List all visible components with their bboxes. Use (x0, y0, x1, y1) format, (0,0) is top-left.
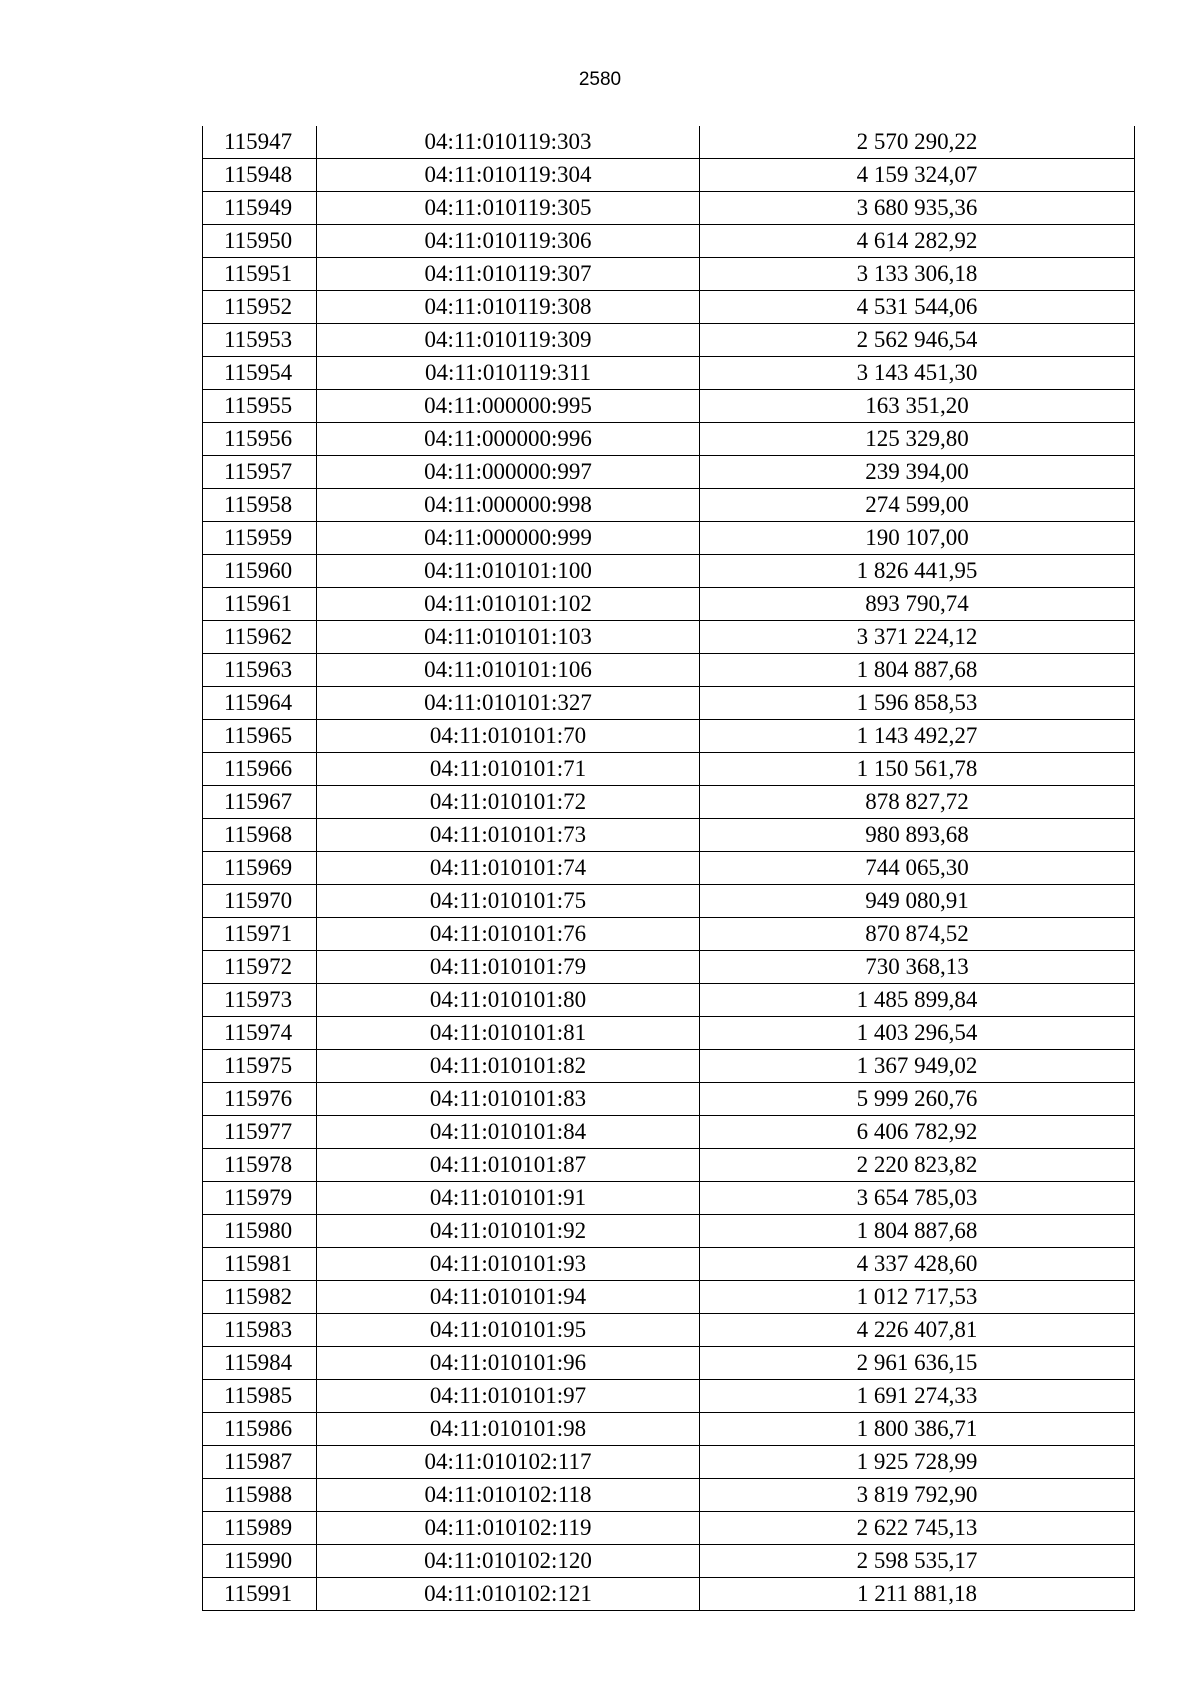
cadastral-number-cell: 04:11:010119:306 (317, 225, 700, 258)
cadastral-number-cell: 04:11:010101:97 (317, 1380, 700, 1413)
cadastral-number-cell: 04:11:000000:998 (317, 489, 700, 522)
cadastral-number-cell: 04:11:010101:87 (317, 1149, 700, 1182)
table-row (203, 720, 1135, 753)
row-number-cell: 115970 (203, 885, 317, 918)
cadastral-number-cell: 04:11:010119:304 (317, 159, 700, 192)
cadastral-value-cell: 744 065,30 (700, 852, 1135, 885)
table-row (203, 1380, 1135, 1413)
row-number-cell: 115948 (203, 159, 317, 192)
table-row (203, 918, 1135, 951)
row-number-cell: 115980 (203, 1215, 317, 1248)
cadastral-number-cell: 04:11:010101:82 (317, 1050, 700, 1083)
table-row (203, 819, 1135, 852)
cadastral-value-cell: 1 367 949,02 (700, 1050, 1135, 1083)
table-row (203, 588, 1135, 621)
cadastral-value-cell: 2 570 290,22 (700, 126, 1135, 159)
cadastral-value-cell: 3 654 785,03 (700, 1182, 1135, 1215)
cadastral-number-cell: 04:11:010119:311 (317, 357, 700, 390)
row-number-cell: 115983 (203, 1314, 317, 1347)
cadastral-value-cell: 1 804 887,68 (700, 1215, 1135, 1248)
row-number-cell: 115975 (203, 1050, 317, 1083)
table-row (203, 1116, 1135, 1149)
cadastral-value-cell: 980 893,68 (700, 819, 1135, 852)
row-number-cell: 115991 (203, 1578, 317, 1611)
row-number-cell: 115962 (203, 621, 317, 654)
table-row (203, 885, 1135, 918)
row-number-cell: 115950 (203, 225, 317, 258)
row-number-cell: 115979 (203, 1182, 317, 1215)
cadastral-value-cell: 6 406 782,92 (700, 1116, 1135, 1149)
table-row (203, 390, 1135, 423)
row-number-cell: 115960 (203, 555, 317, 588)
cadastral-value-cell: 2 220 823,82 (700, 1149, 1135, 1182)
table-row (203, 225, 1135, 258)
table-row (203, 1281, 1135, 1314)
cadastral-number-cell: 04:11:010101:81 (317, 1017, 700, 1050)
cadastral-number-cell: 04:11:010101:94 (317, 1281, 700, 1314)
table-row (203, 159, 1135, 192)
table-row (203, 555, 1135, 588)
row-number-cell: 115985 (203, 1380, 317, 1413)
table-row (203, 357, 1135, 390)
row-number-cell: 115987 (203, 1446, 317, 1479)
cadastral-value-cell: 3 819 792,90 (700, 1479, 1135, 1512)
cadastral-value-cell: 3 133 306,18 (700, 258, 1135, 291)
cadastral-value-cell: 1 012 717,53 (700, 1281, 1135, 1314)
row-number-cell: 115978 (203, 1149, 317, 1182)
cadastral-value-cell: 1 150 561,78 (700, 753, 1135, 786)
row-number-cell: 115964 (203, 687, 317, 720)
cadastral-number-cell: 04:11:010119:309 (317, 324, 700, 357)
cadastral-number-cell: 04:11:000000:995 (317, 390, 700, 423)
row-number-cell: 115967 (203, 786, 317, 819)
row-number-cell: 115961 (203, 588, 317, 621)
cadastral-value-cell: 1 826 441,95 (700, 555, 1135, 588)
row-number-cell: 115969 (203, 852, 317, 885)
table-row (203, 753, 1135, 786)
table-row (203, 423, 1135, 456)
cadastral-value-cell: 1 800 386,71 (700, 1413, 1135, 1446)
cadastral-number-cell: 04:11:010101:74 (317, 852, 700, 885)
row-number-cell: 115951 (203, 258, 317, 291)
row-number-cell: 115966 (203, 753, 317, 786)
table-row (203, 1050, 1135, 1083)
cadastral-number-cell: 04:11:010101:103 (317, 621, 700, 654)
cadastral-number-cell: 04:11:010101:75 (317, 885, 700, 918)
cadastral-number-cell: 04:11:010101:79 (317, 951, 700, 984)
cadastral-value-cell: 3 143 451,30 (700, 357, 1135, 390)
cadastral-value-cell: 239 394,00 (700, 456, 1135, 489)
row-number-cell: 115958 (203, 489, 317, 522)
row-number-cell: 115981 (203, 1248, 317, 1281)
cadastral-value-cell: 1 596 858,53 (700, 687, 1135, 720)
row-number-cell: 115973 (203, 984, 317, 1017)
cadastral-number-cell: 04:11:010101:76 (317, 918, 700, 951)
table-row (203, 1314, 1135, 1347)
cadastral-number-cell: 04:11:010101:327 (317, 687, 700, 720)
cadastral-value-cell: 3 371 224,12 (700, 621, 1135, 654)
table-row (203, 621, 1135, 654)
row-number-cell: 115988 (203, 1479, 317, 1512)
table-row (203, 456, 1135, 489)
row-number-cell: 115972 (203, 951, 317, 984)
cadastral-number-cell: 04:11:000000:999 (317, 522, 700, 555)
row-number-cell: 115963 (203, 654, 317, 687)
row-number-cell: 115954 (203, 357, 317, 390)
table-row (203, 192, 1135, 225)
table-row (203, 1083, 1135, 1116)
table-row (203, 687, 1135, 720)
table-row (203, 951, 1135, 984)
table-row (203, 1017, 1135, 1050)
cadastral-value-cell: 2 961 636,15 (700, 1347, 1135, 1380)
table-row (203, 1413, 1135, 1446)
table-body (203, 126, 1135, 1611)
cadastral-value-cell: 4 226 407,81 (700, 1314, 1135, 1347)
row-number-cell: 115959 (203, 522, 317, 555)
row-number-cell: 115955 (203, 390, 317, 423)
cadastral-number-cell: 04:11:010102:121 (317, 1578, 700, 1611)
row-number-cell: 115952 (203, 291, 317, 324)
cadastral-number-cell: 04:11:010101:91 (317, 1182, 700, 1215)
cadastral-value-cell: 893 790,74 (700, 588, 1135, 621)
row-number-cell: 115965 (203, 720, 317, 753)
page-number: 2580 (578, 69, 622, 90)
cadastral-value-cell: 1 143 492,27 (700, 720, 1135, 753)
table-row (203, 324, 1135, 357)
table-row (203, 291, 1135, 324)
row-number-cell: 115986 (203, 1413, 317, 1446)
table-row (203, 1545, 1135, 1578)
table-row (203, 1512, 1135, 1545)
row-number-cell: 115968 (203, 819, 317, 852)
cadastral-number-cell: 04:11:010101:92 (317, 1215, 700, 1248)
row-number-cell: 115956 (203, 423, 317, 456)
row-number-cell: 115947 (203, 126, 317, 159)
row-number-cell: 115989 (203, 1512, 317, 1545)
cadastral-value-cell: 2 562 946,54 (700, 324, 1135, 357)
table-row (203, 489, 1135, 522)
table-row (203, 1182, 1135, 1215)
cadastral-value-cell: 1 485 899,84 (700, 984, 1135, 1017)
cadastral-number-cell: 04:11:010102:119 (317, 1512, 700, 1545)
table-row (203, 522, 1135, 555)
cadastral-number-cell: 04:11:010119:307 (317, 258, 700, 291)
cadastral-number-cell: 04:11:010101:98 (317, 1413, 700, 1446)
cadastral-value-cell: 1 804 887,68 (700, 654, 1135, 687)
table-row (203, 1248, 1135, 1281)
table-row (203, 126, 1135, 159)
row-number-cell: 115974 (203, 1017, 317, 1050)
cadastral-number-cell: 04:11:010101:96 (317, 1347, 700, 1380)
cadastral-number-cell: 04:11:010101:70 (317, 720, 700, 753)
cadastral-value-cell: 949 080,91 (700, 885, 1135, 918)
cadastral-value-cell: 878 827,72 (700, 786, 1135, 819)
table-row (203, 1215, 1135, 1248)
cadastral-number-cell: 04:11:010119:305 (317, 192, 700, 225)
cadastral-number-cell: 04:11:010101:95 (317, 1314, 700, 1347)
cadastral-number-cell: 04:11:010119:303 (317, 126, 700, 159)
cadastral-number-cell: 04:11:010101:83 (317, 1083, 700, 1116)
cadastral-value-cell: 4 614 282,92 (700, 225, 1135, 258)
cadastral-value-cell: 4 159 324,07 (700, 159, 1135, 192)
cadastral-value-cell: 4 337 428,60 (700, 1248, 1135, 1281)
cadastral-value-cell: 870 874,52 (700, 918, 1135, 951)
cadastral-value-cell: 1 403 296,54 (700, 1017, 1135, 1050)
cadastral-value-cell: 2 598 535,17 (700, 1545, 1135, 1578)
cadastral-value-cell: 4 531 544,06 (700, 291, 1135, 324)
table-row (203, 1479, 1135, 1512)
cadastral-value-cell: 3 680 935,36 (700, 192, 1135, 225)
cadastral-number-cell: 04:11:010101:100 (317, 555, 700, 588)
cadastral-number-cell: 04:11:010101:84 (317, 1116, 700, 1149)
row-number-cell: 115990 (203, 1545, 317, 1578)
row-number-cell: 115957 (203, 456, 317, 489)
cadastral-value-cell: 2 622 745,13 (700, 1512, 1135, 1545)
cadastral-number-cell: 04:11:010119:308 (317, 291, 700, 324)
cadastral-number-cell: 04:11:010102:120 (317, 1545, 700, 1578)
cadastral-value-cell: 1 925 728,99 (700, 1446, 1135, 1479)
cadastral-number-cell: 04:11:010101:106 (317, 654, 700, 687)
cadastral-number-cell: 04:11:010101:93 (317, 1248, 700, 1281)
table-row (203, 654, 1135, 687)
cadastral-value-cell: 1 691 274,33 (700, 1380, 1135, 1413)
cadastral-value-cell: 190 107,00 (700, 522, 1135, 555)
table-row (203, 1446, 1135, 1479)
row-number-cell: 115949 (203, 192, 317, 225)
table-row (203, 786, 1135, 819)
cadastral-number-cell: 04:11:000000:997 (317, 456, 700, 489)
row-number-cell: 115977 (203, 1116, 317, 1149)
row-number-cell: 115984 (203, 1347, 317, 1380)
cadastral-value-table (202, 126, 1135, 1611)
table-row (203, 258, 1135, 291)
cadastral-value-cell: 163 351,20 (700, 390, 1135, 423)
cadastral-number-cell: 04:11:010101:80 (317, 984, 700, 1017)
cadastral-value-cell: 5 999 260,76 (700, 1083, 1135, 1116)
cadastral-value-cell: 125 329,80 (700, 423, 1135, 456)
cadastral-value-cell: 1 211 881,18 (700, 1578, 1135, 1611)
cadastral-number-cell: 04:11:010101:73 (317, 819, 700, 852)
cadastral-number-cell: 04:11:010101:72 (317, 786, 700, 819)
cadastral-number-cell: 04:11:010102:118 (317, 1479, 700, 1512)
cadastral-number-cell: 04:11:000000:996 (317, 423, 700, 456)
cadastral-number-cell: 04:11:010102:117 (317, 1446, 700, 1479)
cadastral-number-cell: 04:11:010101:102 (317, 588, 700, 621)
cadastral-value-cell: 274 599,00 (700, 489, 1135, 522)
table-row (203, 1578, 1135, 1611)
table-row (203, 1347, 1135, 1380)
row-number-cell: 115976 (203, 1083, 317, 1116)
table-row (203, 1149, 1135, 1182)
row-number-cell: 115971 (203, 918, 317, 951)
cadastral-number-cell: 04:11:010101:71 (317, 753, 700, 786)
cadastral-value-cell: 730 368,13 (700, 951, 1135, 984)
row-number-cell: 115953 (203, 324, 317, 357)
row-number-cell: 115982 (203, 1281, 317, 1314)
table-row (203, 852, 1135, 885)
table-row (203, 984, 1135, 1017)
